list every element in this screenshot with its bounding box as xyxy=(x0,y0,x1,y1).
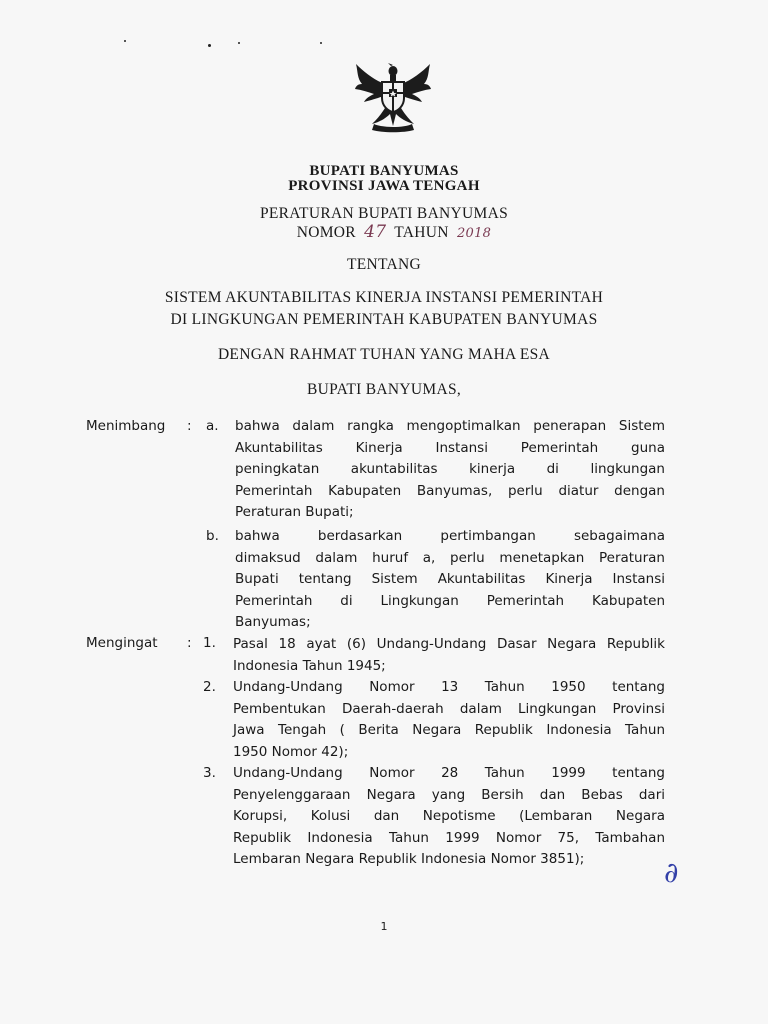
menimbang-label: Menimbang xyxy=(86,418,166,434)
paragraph-line: 1950 Nomor 42); xyxy=(233,743,349,760)
item-marker: a. xyxy=(206,418,219,434)
mengingat-colon: : xyxy=(187,635,192,651)
tentang-heading: TENTANG xyxy=(346,256,422,273)
tahun-label: TAHUN xyxy=(394,224,449,241)
scan-speck xyxy=(208,44,211,47)
paragraph-line: Banyumas; xyxy=(235,614,311,630)
subject-line-2: DI LINGKUNGAN PEMERINTAH KABUPATEN BANYUMAS xyxy=(170,311,598,328)
menimbang-item-b xyxy=(235,526,665,634)
paragraph-line: Jawa Tengah ( Berita Negara Republik Indonesia Tahun xyxy=(233,722,665,738)
mengingat-label: Mengingat xyxy=(86,635,158,651)
mengingat-item-2 xyxy=(233,677,665,763)
scan-speck xyxy=(124,40,126,42)
menimbang-colon: : xyxy=(187,418,192,434)
regulation-title: PERATURAN BUPATI BANYUMAS xyxy=(259,205,509,222)
blessing-line: DENGAN RAHMAT TUHAN YANG MAHA ESA xyxy=(217,346,551,363)
paragraph-line: dimaksud dalam huruf a, perlu menetapkan Peraturan xyxy=(235,549,665,566)
paragraph-line: Korupsi, Kolusi dan Nepotisme (Lembaran Negara xyxy=(233,808,665,824)
paragraph-line: bahwa berdasarkan pertimbangan sebagaimana xyxy=(235,528,665,544)
paragraph-line: Penyelenggaraan Negara yang Bersih dan Bebas dari xyxy=(233,786,665,803)
nomor-handwritten: 47 xyxy=(364,222,387,242)
paragraph-line: Akuntabilitas Kinerja Instansi Pemerintah guna xyxy=(235,439,665,456)
paragraph-line: Undang-Undang Nomor 28 Tahun 1999 tentang xyxy=(233,765,665,781)
paragraph-line: peningkatan akuntabilitas kinerja di lingkungan xyxy=(235,461,665,477)
item-marker: 1. xyxy=(203,635,216,651)
paragraph-line: Bupati tentang Sistem Akuntabilitas Kinerja Instansi xyxy=(235,571,665,587)
paragraph-line: Republik Indonesia Tahun 1999 Nomor 75, Tambahan xyxy=(233,829,665,846)
regulation-number xyxy=(0,222,768,242)
item-marker: b. xyxy=(206,528,219,544)
mengingat-item-1 xyxy=(233,634,665,677)
mengingat-item-3 xyxy=(233,763,665,871)
paragraph-line: Pemerintah di Lingkungan Pemerintah Kabupaten xyxy=(235,592,665,609)
page-number: 1 xyxy=(380,920,388,933)
paragraph-line: Pemerintah Kabupaten Banyumas, perlu diatur dengan xyxy=(235,482,665,499)
nomor-label: NOMOR xyxy=(296,224,356,241)
paragraph-line: Peraturan Bupati; xyxy=(235,504,354,520)
paragraph-line: Pasal 18 ayat (6) Undang-Undang Dasar Negara Republik xyxy=(233,636,665,652)
paragraph-line: Lembaran Negara Republik Indonesia Nomor 3851); xyxy=(233,851,585,867)
header-province: PROVINSI JAWA TENGAH xyxy=(288,178,480,194)
item-marker: 2. xyxy=(203,679,216,695)
scan-speck xyxy=(320,42,322,44)
paragraph-line: Pembentukan Daerah-daerah dalam Lingkungan Provinsi xyxy=(233,700,665,717)
scan-speck xyxy=(238,42,240,44)
menimbang-item-a xyxy=(235,416,665,524)
garuda-emblem-icon xyxy=(352,62,434,134)
paraf-initial: ∂ xyxy=(664,856,679,889)
issuer-line: BUPATI BANYUMAS, xyxy=(306,381,462,398)
tahun-handwritten: 2018 xyxy=(456,226,492,241)
header-title: BUPATI BANYUMAS xyxy=(309,163,459,179)
paragraph-line: Indonesia Tahun 1945; xyxy=(233,657,386,674)
paragraph-line: bahwa dalam rangka mengoptimalkan penerapan Sistem xyxy=(235,418,665,434)
item-marker: 3. xyxy=(203,765,216,781)
subject-line-1: SISTEM AKUNTABILITAS KINERJA INSTANSI PEMERINTAH xyxy=(164,289,604,306)
paragraph-line: Undang-Undang Nomor 13 Tahun 1950 tentang xyxy=(233,679,665,695)
